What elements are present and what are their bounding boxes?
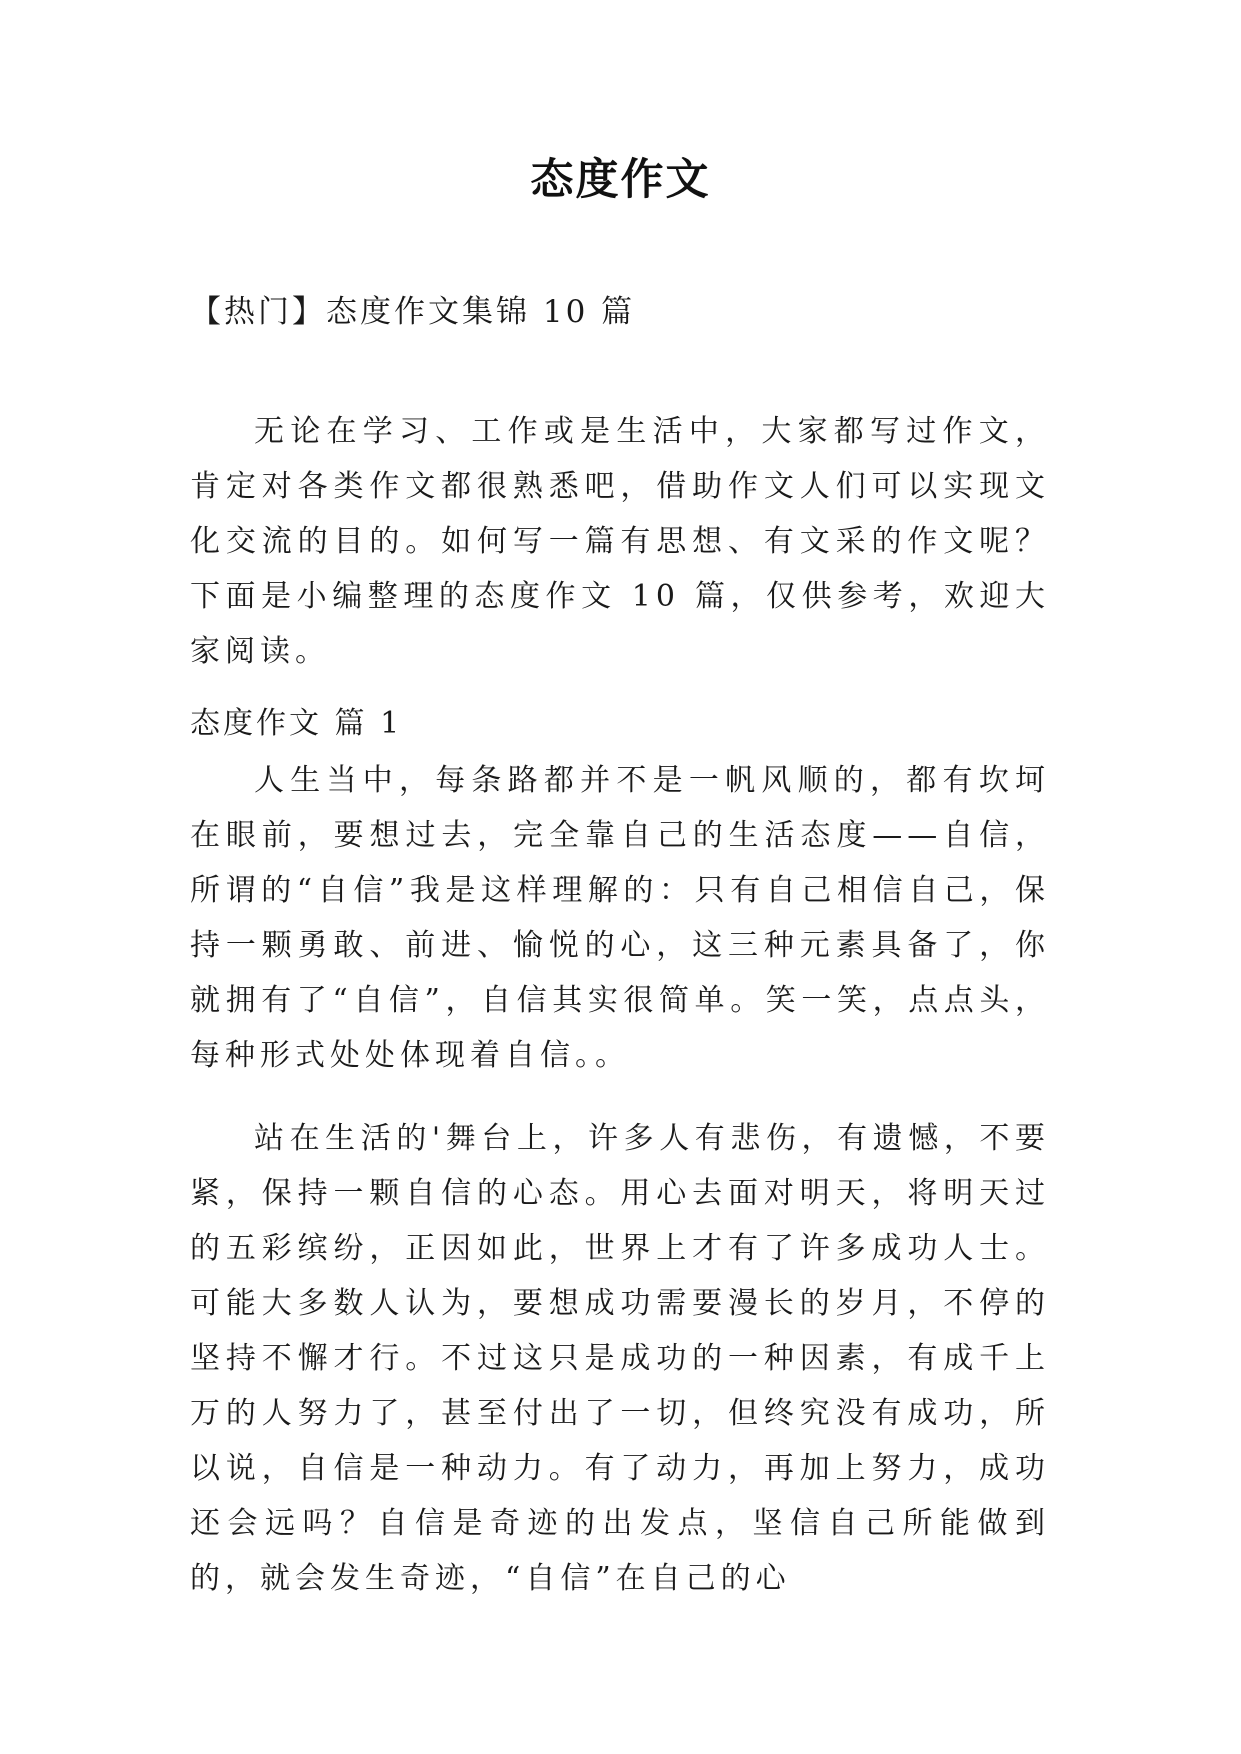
intro-paragraph: 无论在学习、工作或是生活中，大家都写过作文，肯定对各类作文都很熟悉吧，借助作文人们可以实现文化交流的目的。如何写一篇有思想、有文采的作文呢？下面是小编整理的态度作文 10 篇，仅供参考，欢迎大家阅读。 bbox=[190, 414, 1050, 669]
document-title: 态度作文 bbox=[530, 155, 711, 205]
body-paragraph-1: 人生当中，每条路都并不是一帆风顺的，都有坎坷在眼前，要想过去，完全靠自己的生活态度——自信，所谓的“自信”我是这样理解的：只有自己相信自己，保持一颗勇敢、前进、愉悦的心，这三种元素具备了，你就拥有了“自信”，自信其实很简单。笑一笑，点点头，每种形式处处体现着自信。。 bbox=[190, 763, 1050, 1073]
document-subtitle: 【热门】态度作文集锦 10 篇 bbox=[190, 294, 636, 330]
section-heading: 态度作文 篇 1 bbox=[190, 706, 403, 741]
body-paragraph-2: 站在生活的'舞台上，许多人有悲伤，有遗憾，不要紧，保持一颗自信的心态。用心去面对明天，将明天过的五彩缤纷，正因如此，世界上才有了许多成功人士。可能大多数人认为，要想成功需要漫长的岁月，不停的坚持不懈才行。不过这只是成功的一种因素，有成千上万的人努力了，甚至付出了一切，但终究没有成功，所以说，自信是一种动力。有了动力，再加上努力，成功还会远吗？自信是奇迹的出发点，坚信自己所能做到的，就会发生奇迹，“自信”在自己的心 bbox=[190, 1121, 1050, 1596]
